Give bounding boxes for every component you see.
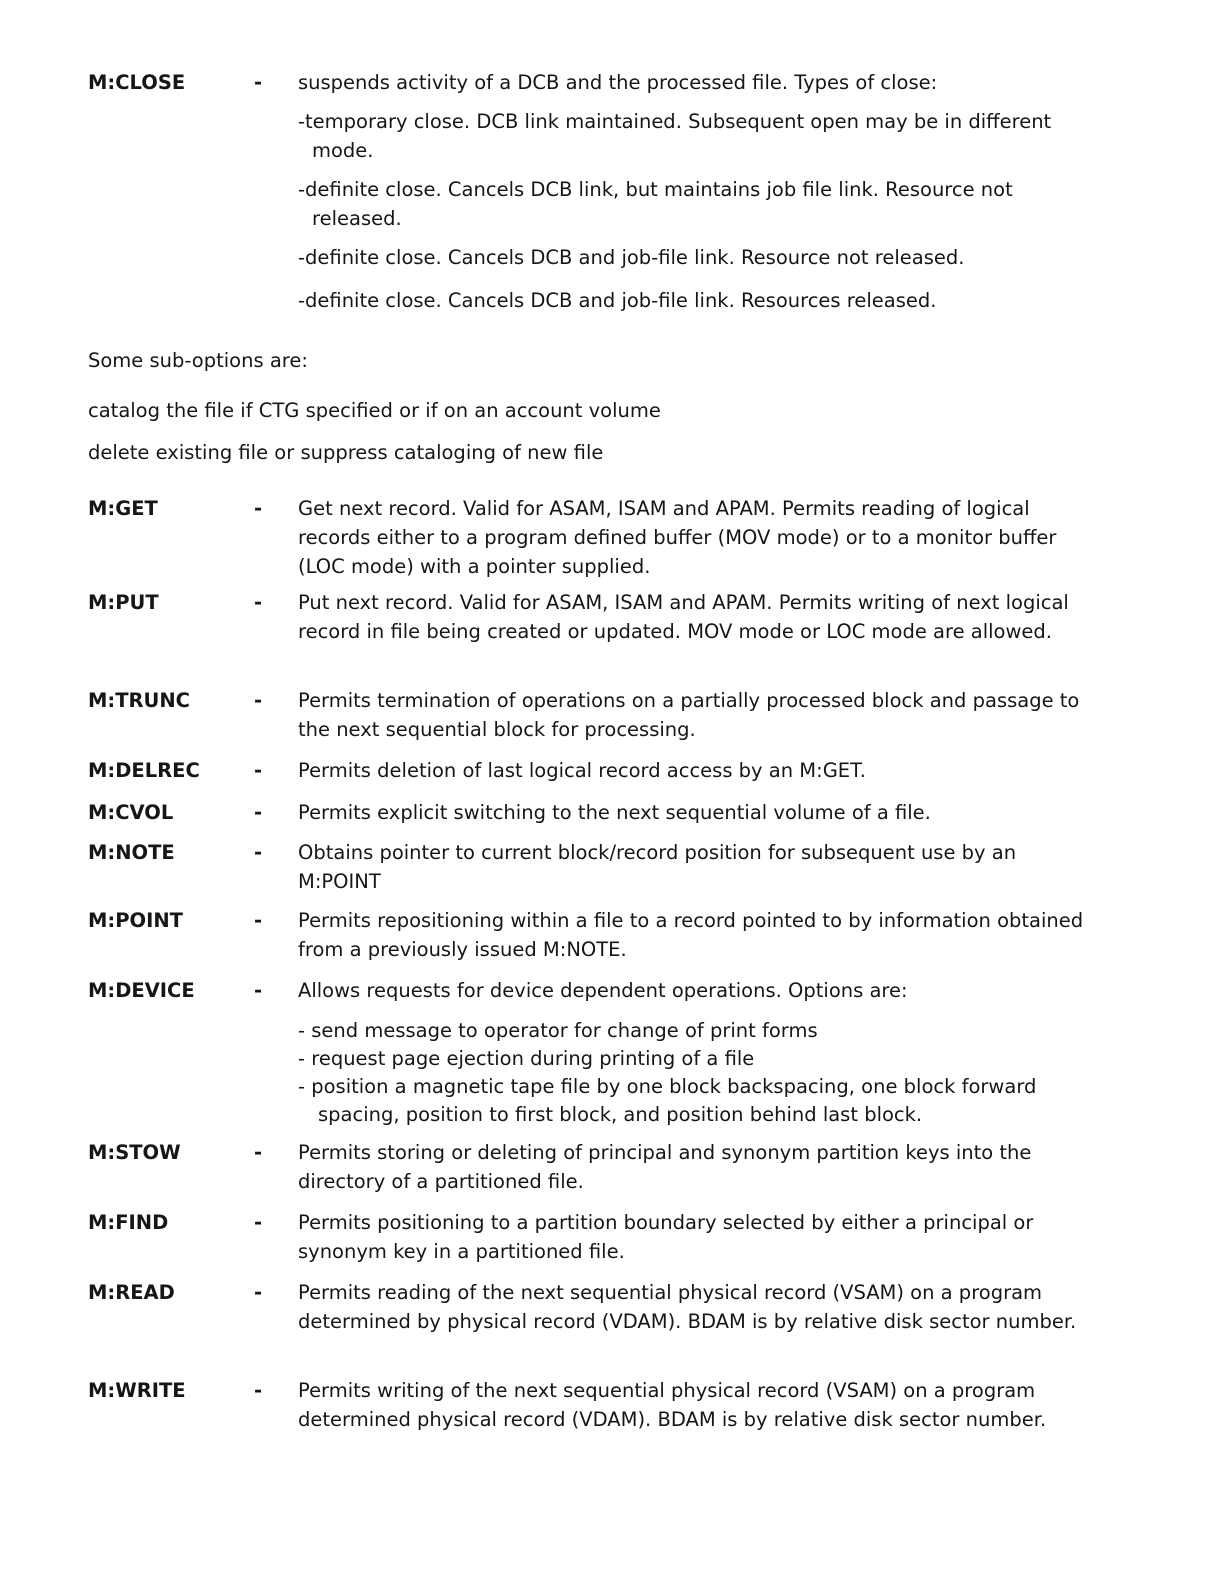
command-name: M:CVOL: [88, 801, 174, 824]
dash-separator: -: [254, 497, 263, 520]
device-option: - send message to operator for change of print forms: [298, 1019, 818, 1042]
command-name: M:TRUNC: [88, 689, 190, 712]
command-description: Permits deletion of last logical record access by an M:GET.: [298, 759, 866, 782]
dash-separator: -: [254, 1379, 263, 1402]
device-option: - position a magnetic tape file by one block backspacing, one block forward spacing, position to first block, and position behind last block.: [298, 1075, 1037, 1126]
suboptions-heading: Some sub-options are:: [88, 349, 308, 372]
dash-separator: -: [254, 841, 263, 864]
close-option: -temporary close. DCB link maintained. Subsequent open may be in different mode.: [298, 110, 1052, 162]
device-option: - request page ejection during printing of a file: [298, 1047, 755, 1070]
dash-separator: -: [254, 1281, 263, 1304]
dash-separator: -: [254, 1211, 263, 1234]
command-name: M:NOTE: [88, 841, 175, 864]
command-description: Put next record. Valid for ASAM, ISAM and APAM. Permits writing of next logical record in file being created or updated. MOV mode or LOC mode are allowed.: [298, 591, 1069, 643]
command-description: Obtains pointer to current block/record position for subsequent use by an M:POINT: [298, 841, 1017, 893]
command-description: Permits repositioning within a file to a record pointed to by information obtained from a previously issued M:NOTE.: [298, 909, 1084, 961]
dash-separator: -: [254, 71, 263, 94]
command-name: M:PUT: [88, 591, 159, 614]
command-name: M:GET: [88, 497, 158, 520]
dash-separator: -: [254, 909, 263, 932]
device-options-list: [298, 1017, 1088, 1129]
command-description: Permits writing of the next sequential physical record (VSAM) on a program determined physical record (VDAM). BDAM is by relative disk sector number.: [298, 1379, 1047, 1431]
command-name: M:DELREC: [88, 759, 200, 782]
command-description: Permits termination of operations on a partially processed block and passage to the next sequential block for processing.: [298, 689, 1080, 741]
command-name: M:STOW: [88, 1141, 181, 1164]
command-description: Permits explicit switching to the next sequential volume of a file.: [298, 801, 931, 824]
dash-separator: -: [254, 759, 263, 782]
command-description: Permits storing or deleting of principal and synonym partition keys into the directory of a partitioned file.: [298, 1141, 1032, 1193]
command-name: M:WRITE: [88, 1379, 186, 1402]
command-description: [298, 976, 1088, 1129]
dash-separator: -: [254, 979, 263, 1002]
command-name: M:FIND: [88, 1211, 169, 1234]
dash-separator: -: [254, 1141, 263, 1164]
close-option: -definite close. Cancels DCB and job-file link. Resource not released.: [298, 246, 965, 269]
suboption-item: delete existing file or suppress cataloging of new file: [88, 441, 604, 464]
command-name: M:READ: [88, 1281, 175, 1304]
command-description: Permits reading of the next sequential physical record (VSAM) on a program determined by physical record (VDAM). BDAM is by relative disk sector number.: [298, 1281, 1077, 1333]
command-description: Get next record. Valid for ASAM, ISAM and APAM. Permits reading of logical records either to a program defined buffer (MOV mode) or to a monitor buffer (LOC mode) with a pointer supplied.: [298, 497, 1057, 578]
suboption-item: catalog the file if CTG specified or if on an account volume: [88, 399, 661, 422]
close-option: -definite close. Cancels DCB and job-file link. Resources released.: [298, 289, 937, 312]
command-description: [298, 68, 1088, 325]
command-description: Permits positioning to a partition boundary selected by either a principal or synonym key in a partitioned file.: [298, 1211, 1034, 1263]
command-name: M:CLOSE: [88, 71, 186, 94]
close-option: -definite close. Cancels DCB link, but maintains job file link. Resource not released.: [298, 178, 1013, 230]
command-name: M:POINT: [88, 909, 183, 932]
device-intro: Allows requests for device dependent operations. Options are:: [298, 979, 908, 1002]
dash-separator: -: [254, 801, 263, 824]
dash-separator: -: [254, 689, 263, 712]
command-name: M:DEVICE: [88, 979, 195, 1002]
close-intro: suspends activity of a DCB and the processed file. Types of close:: [298, 71, 938, 94]
dash-separator: -: [254, 591, 263, 614]
